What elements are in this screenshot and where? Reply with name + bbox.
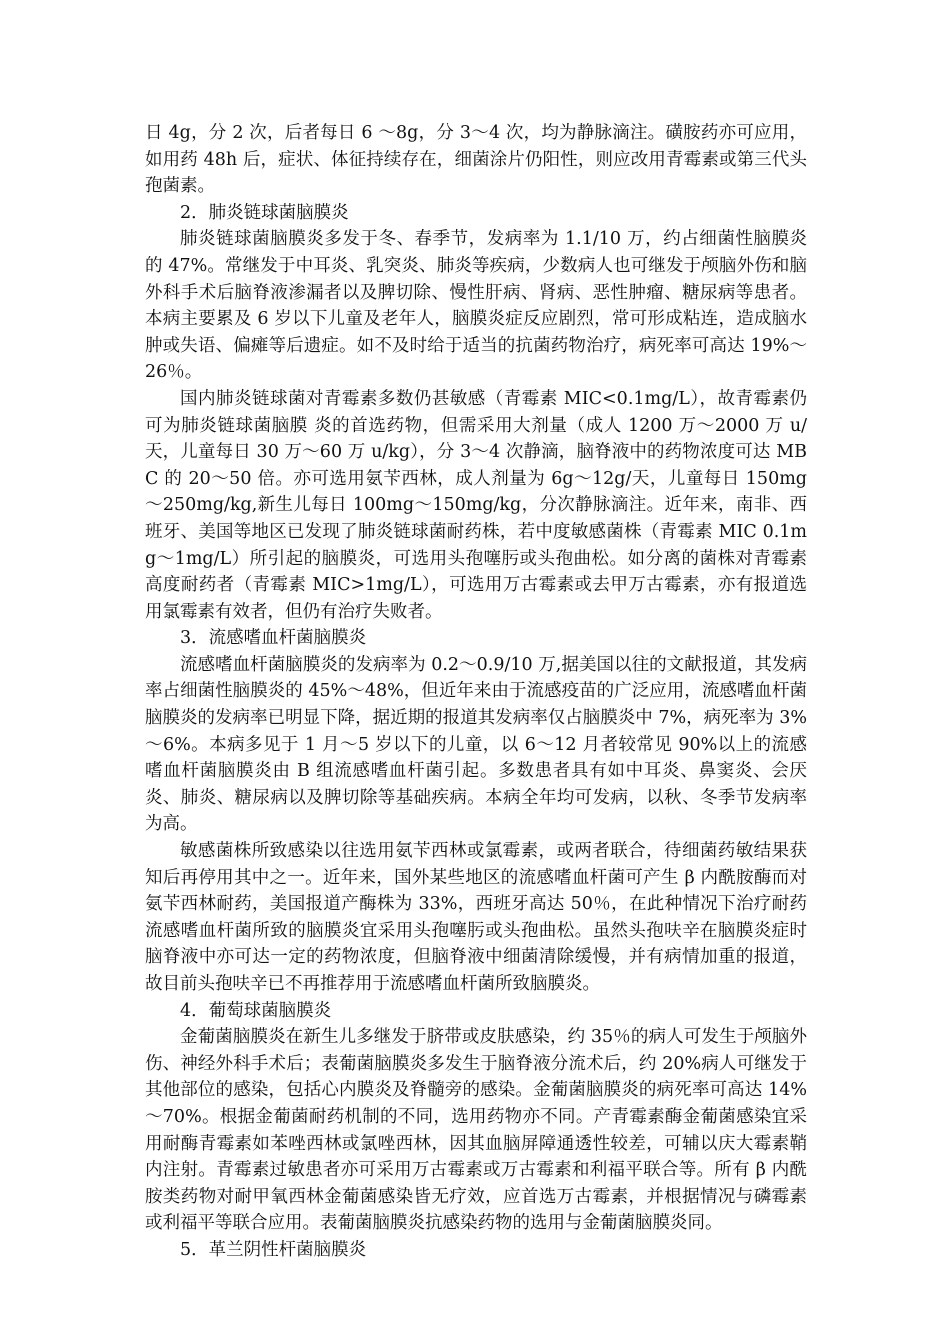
document-body [145,120,807,1264]
section-heading-pneumococcal-meningitis: 2．肺炎链球菌脑膜炎 [180,202,349,223]
section-heading-gram-negative-meningitis: 5．革兰阴性杆菌脑膜炎 [180,1239,367,1260]
paragraph-staphylococcal-meningitis: 金葡菌脑膜炎在新生儿多继发于脐带或皮肤感染，约 35％的病人可发生于颅脑外伤、神经外科手术后；表葡菌脑膜炎多发生于脑脊液分流术后，约 20%病人可继发于其他部位的感染，包括心内膜炎及脊髓旁的感染。金葡菌脑膜炎的病死率可高达 14%～70%。根据金葡菌耐药机制的不同，选用药物亦不同。产青霉素酶金葡菌感染宜采用耐酶青霉素如苯唑西林或氯唑西林，因其血脑屏障通透性较差，可辅以庆大霉素鞘内注射。青霉素过敏患者亦可采用万古霉素或万古霉素和利福平联合等。所有 β 内酰胺类药物对耐甲氧西林金葡菌感染皆无疗效，应首选万古霉素，并根据情况与磷霉素或利福平等联合应用。表葡菌脑膜炎抗感染药物的选用与金葡菌脑膜炎同。 [145,1027,807,1234]
section-heading-staphylococcal-meningitis: 4．葡萄球菌脑膜炎 [180,1000,332,1021]
paragraph-pneumococcal-epidemiology: 肺炎链球菌脑膜炎多发于冬、春季节，发病率为 1.1/10 万，约占细菌性脑膜炎的 47%。常继发于中耳炎、乳突炎、肺炎等疾病，少数病人也可继发于颅脑外伤和脑外科手术后脑脊液渗漏者以及脾切除、慢性肝病、肾病、恶性肿瘤、糖尿病等患者。本病主要累及 6 岁以下儿童及老年人，脑膜炎症反应剧烈，常可形成粘连，造成脑水肿或失语、偏瘫等后遗症。如不及时给于适当的抗菌药物治疗，病死率可高达 19%～26％。 [145,229,807,383]
paragraph-haemophilus-treatment: 敏感菌株所致感染以往选用氨苄西林或氯霉素，或两者联合，待细菌药敏结果获知后再停用其中之一。近年来，国外某些地区的流感嗜血杆菌可产生 β 内酰胺酶而对氨苄西林耐药，美国报道产酶株为 33%，西班牙高达 50％，在此种情况下治疗耐药流感嗜血杆菌所致的脑膜炎宜采用头孢噻肟或头孢曲松。虽然头孢呋辛在脑膜炎症时脑脊液中亦可达一定的药物浓度，但脑脊液中细菌清除缓慢，并有病情加重的报道，故目前头孢呋辛已不再推荐用于流感嗜血杆菌所致脑膜炎。 [145,841,807,994]
paragraph-haemophilus-epidemiology: 流感嗜血杆菌脑膜炎的发病率为 0.2～0.9/10 万,据美国以往的文献报道，其发病率占细菌性脑膜炎的 45%～48%，但近年来由于流感疫苗的广泛应用，流感嗜血杆菌脑膜炎的发病率已明显下降，据近期的报道其发病率仅占脑膜炎中 7%，病死率为 3%～6%。本病多见于 1 月～5 岁以下的儿童，以 6～12 月者较常见 90%以上的流感嗜血杆菌脑膜炎由 B 组流感嗜血杆菌引起。多数患者具有如中耳炎、鼻窦炎、会厌炎、肺炎、糖尿病以及脾切除等基础疾病。本病全年均可发病，以秋、冬季节发病率为高。 [145,654,807,835]
paragraph-pneumococcal-treatment: 国内肺炎链球菌对青霉素多数仍甚敏感（青霉素 MIC<0.1mg/L），故青霉素仍可为肺炎链球菌脑膜 炎的首选药物，但需采用大剂量（成人 1200 万～2000 万 u/天，儿童每日 30 万～60 万 u/kg），分 3～4 次静滴，脑脊液中的药物浓度可达 MBC 的 20～50 倍。亦可选用氨苄西林，成人剂量为 6g～12g/天，儿童每日 150mg～250mg/kg,新生儿每日 100mg～150mg/kg，分次静脉滴注。近年来，南非、西班牙、美国等地区已发现了肺炎链球菌耐药株，若中度敏感菌株（青霉素 MIC 0.1mg～1mg/L）所引起的脑膜炎，可选用头孢噻肟或头孢曲松。如分离的菌株对青霉素高度耐药者（青霉素 MIC>1mg/L），可选用万古霉素或去甲万古霉素，亦有报道选用氯霉素有效者，但仍有治疗失败者。 [145,388,807,622]
section-heading-haemophilus-meningitis: 3．流感嗜血杆菌脑膜炎 [180,628,367,649]
paragraph-treatment-continued: 日 4g，分 2 次，后者每日 6 ～8g，分 3～4 次，均为静脉滴注。磺胺药亦可应用，如用药 48h 后，症状、体征持续存在，细菌涂片仍阳性，则应改用青霉素或第三代头孢菌素。 [145,123,807,197]
